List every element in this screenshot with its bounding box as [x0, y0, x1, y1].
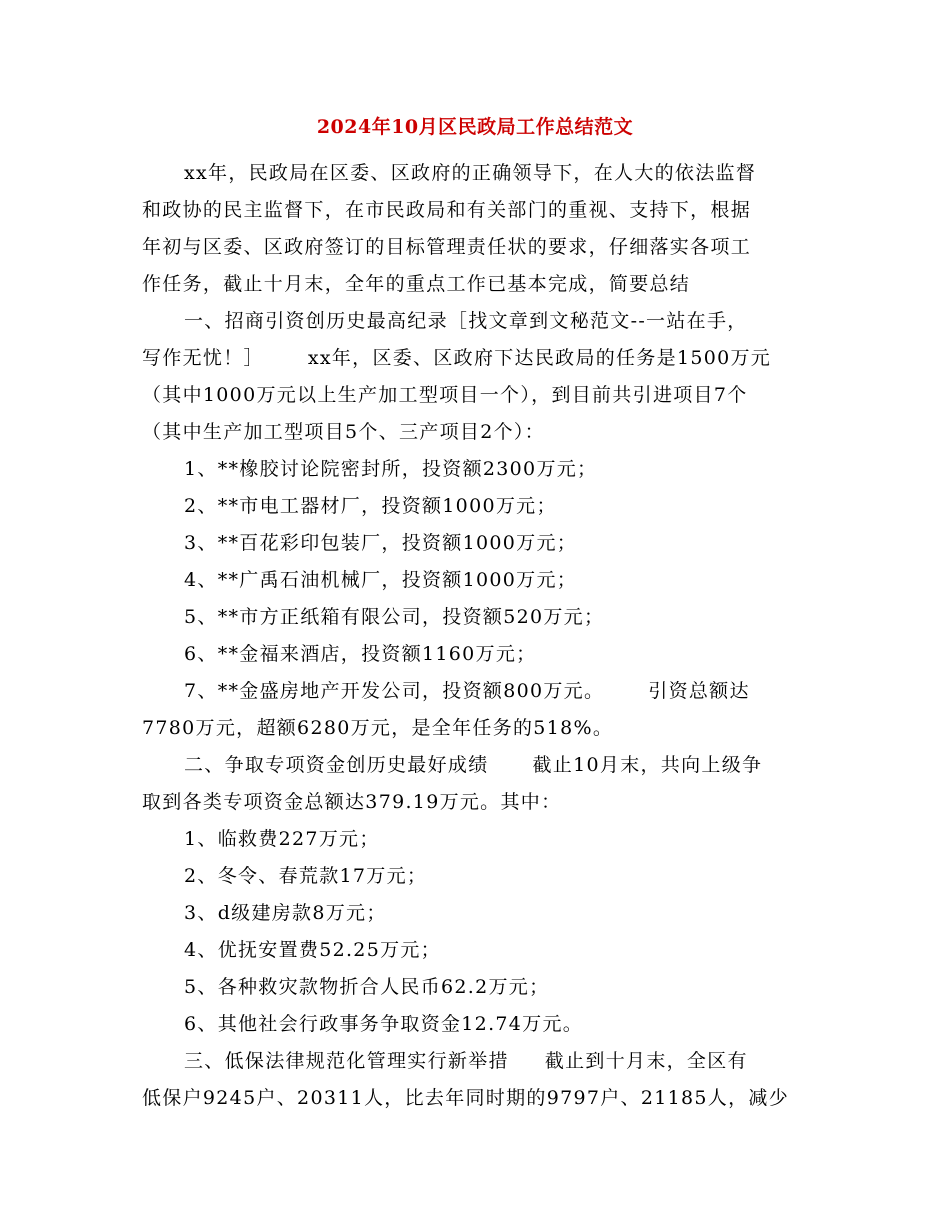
- list-item: [184, 676, 750, 706]
- section2-heading: 二、争取专项资金创历史最好成绩: [184, 754, 489, 776]
- section1-line-4: （其中生产加工型项目5个、三产项目2个）：: [142, 421, 545, 443]
- list-item: 4、**广禹石油机械厂，投资额1000万元；: [184, 569, 578, 591]
- list-item: 4、优抚安置费52.25万元；: [184, 939, 441, 961]
- list-item: 1、**橡胶讨论院密封所，投资额2300万元；: [184, 458, 598, 480]
- intro-line-4: 作任务，截止十月末，全年的重点工作已基本完成，简要总结: [142, 273, 691, 295]
- section3-line-2: 低保户9245户、20311人，比去年同时期的9797户、21185人，减少: [142, 1087, 789, 1109]
- section1-line-3: （其中1000万元以上生产加工型项目一个），到目前共引进项目7个: [142, 384, 748, 406]
- section3-heading-line: [184, 1046, 748, 1076]
- investment-total-label: 引资总额达: [648, 680, 750, 702]
- list-item: 2、**市电工器材厂，投资额1000万元；: [184, 495, 557, 517]
- list-item: 1、临救费227万元；: [184, 828, 380, 850]
- section2-line-2: 取到各类专项资金总额达379.19万元。其中：: [142, 791, 562, 813]
- list-item: 3、d级建房款8万元；: [184, 902, 387, 924]
- intro-line-1: xx年，民政局在区委、区政府的正确领导下，在人大的依法监督: [184, 162, 757, 184]
- list-item: 6、其他社会行政事务争取资金12.74万元。: [184, 1013, 584, 1035]
- section3-text: 截止到十月末，全区有: [544, 1050, 748, 1072]
- section1-task-text: xx年，区委、区政府下达民政局的任务是1500万元: [307, 347, 772, 369]
- section3-heading: 三、低保法律规范化管理实行新举措: [184, 1050, 509, 1072]
- list-item: 3、**百花彩印包装厂，投资额1000万元；: [184, 532, 578, 554]
- document-title: 2024年10月区民政局工作总结范文: [316, 116, 634, 138]
- list-item: 5、各种救灾款物折合人民币62.2万元；: [184, 976, 550, 998]
- investment-total-line: 7780万元，超额6280万元，是全年任务的518%。: [142, 717, 614, 739]
- list-item-text: 7、**金盛房地产开发公司，投资额800万元。: [184, 680, 605, 702]
- section2-heading-line: [184, 750, 762, 780]
- section2-text: 截止10月末，共向上级争: [532, 754, 763, 776]
- section1-heading-line-2: [142, 343, 771, 373]
- intro-line-2: 和政协的民主监督下，在市民政局和有关部门的重视、支持下，根据: [142, 199, 752, 221]
- list-item: 2、冬令、春荒款17万元；: [184, 865, 428, 887]
- section1-heading-line-1: 一、招商引资创历史最高纪录［找文章到文秘范文--一站在手，: [184, 310, 748, 332]
- list-item: 6、**金福来酒店，投资额1160万元；: [184, 643, 537, 665]
- section1-heading-end: 写作无忧！］: [142, 347, 264, 369]
- intro-line-3: 年初与区委、区政府签订的目标管理责任状的要求，仔细落实各项工: [142, 236, 752, 258]
- list-item: 5、**市方正纸箱有限公司，投资额520万元；: [184, 606, 605, 628]
